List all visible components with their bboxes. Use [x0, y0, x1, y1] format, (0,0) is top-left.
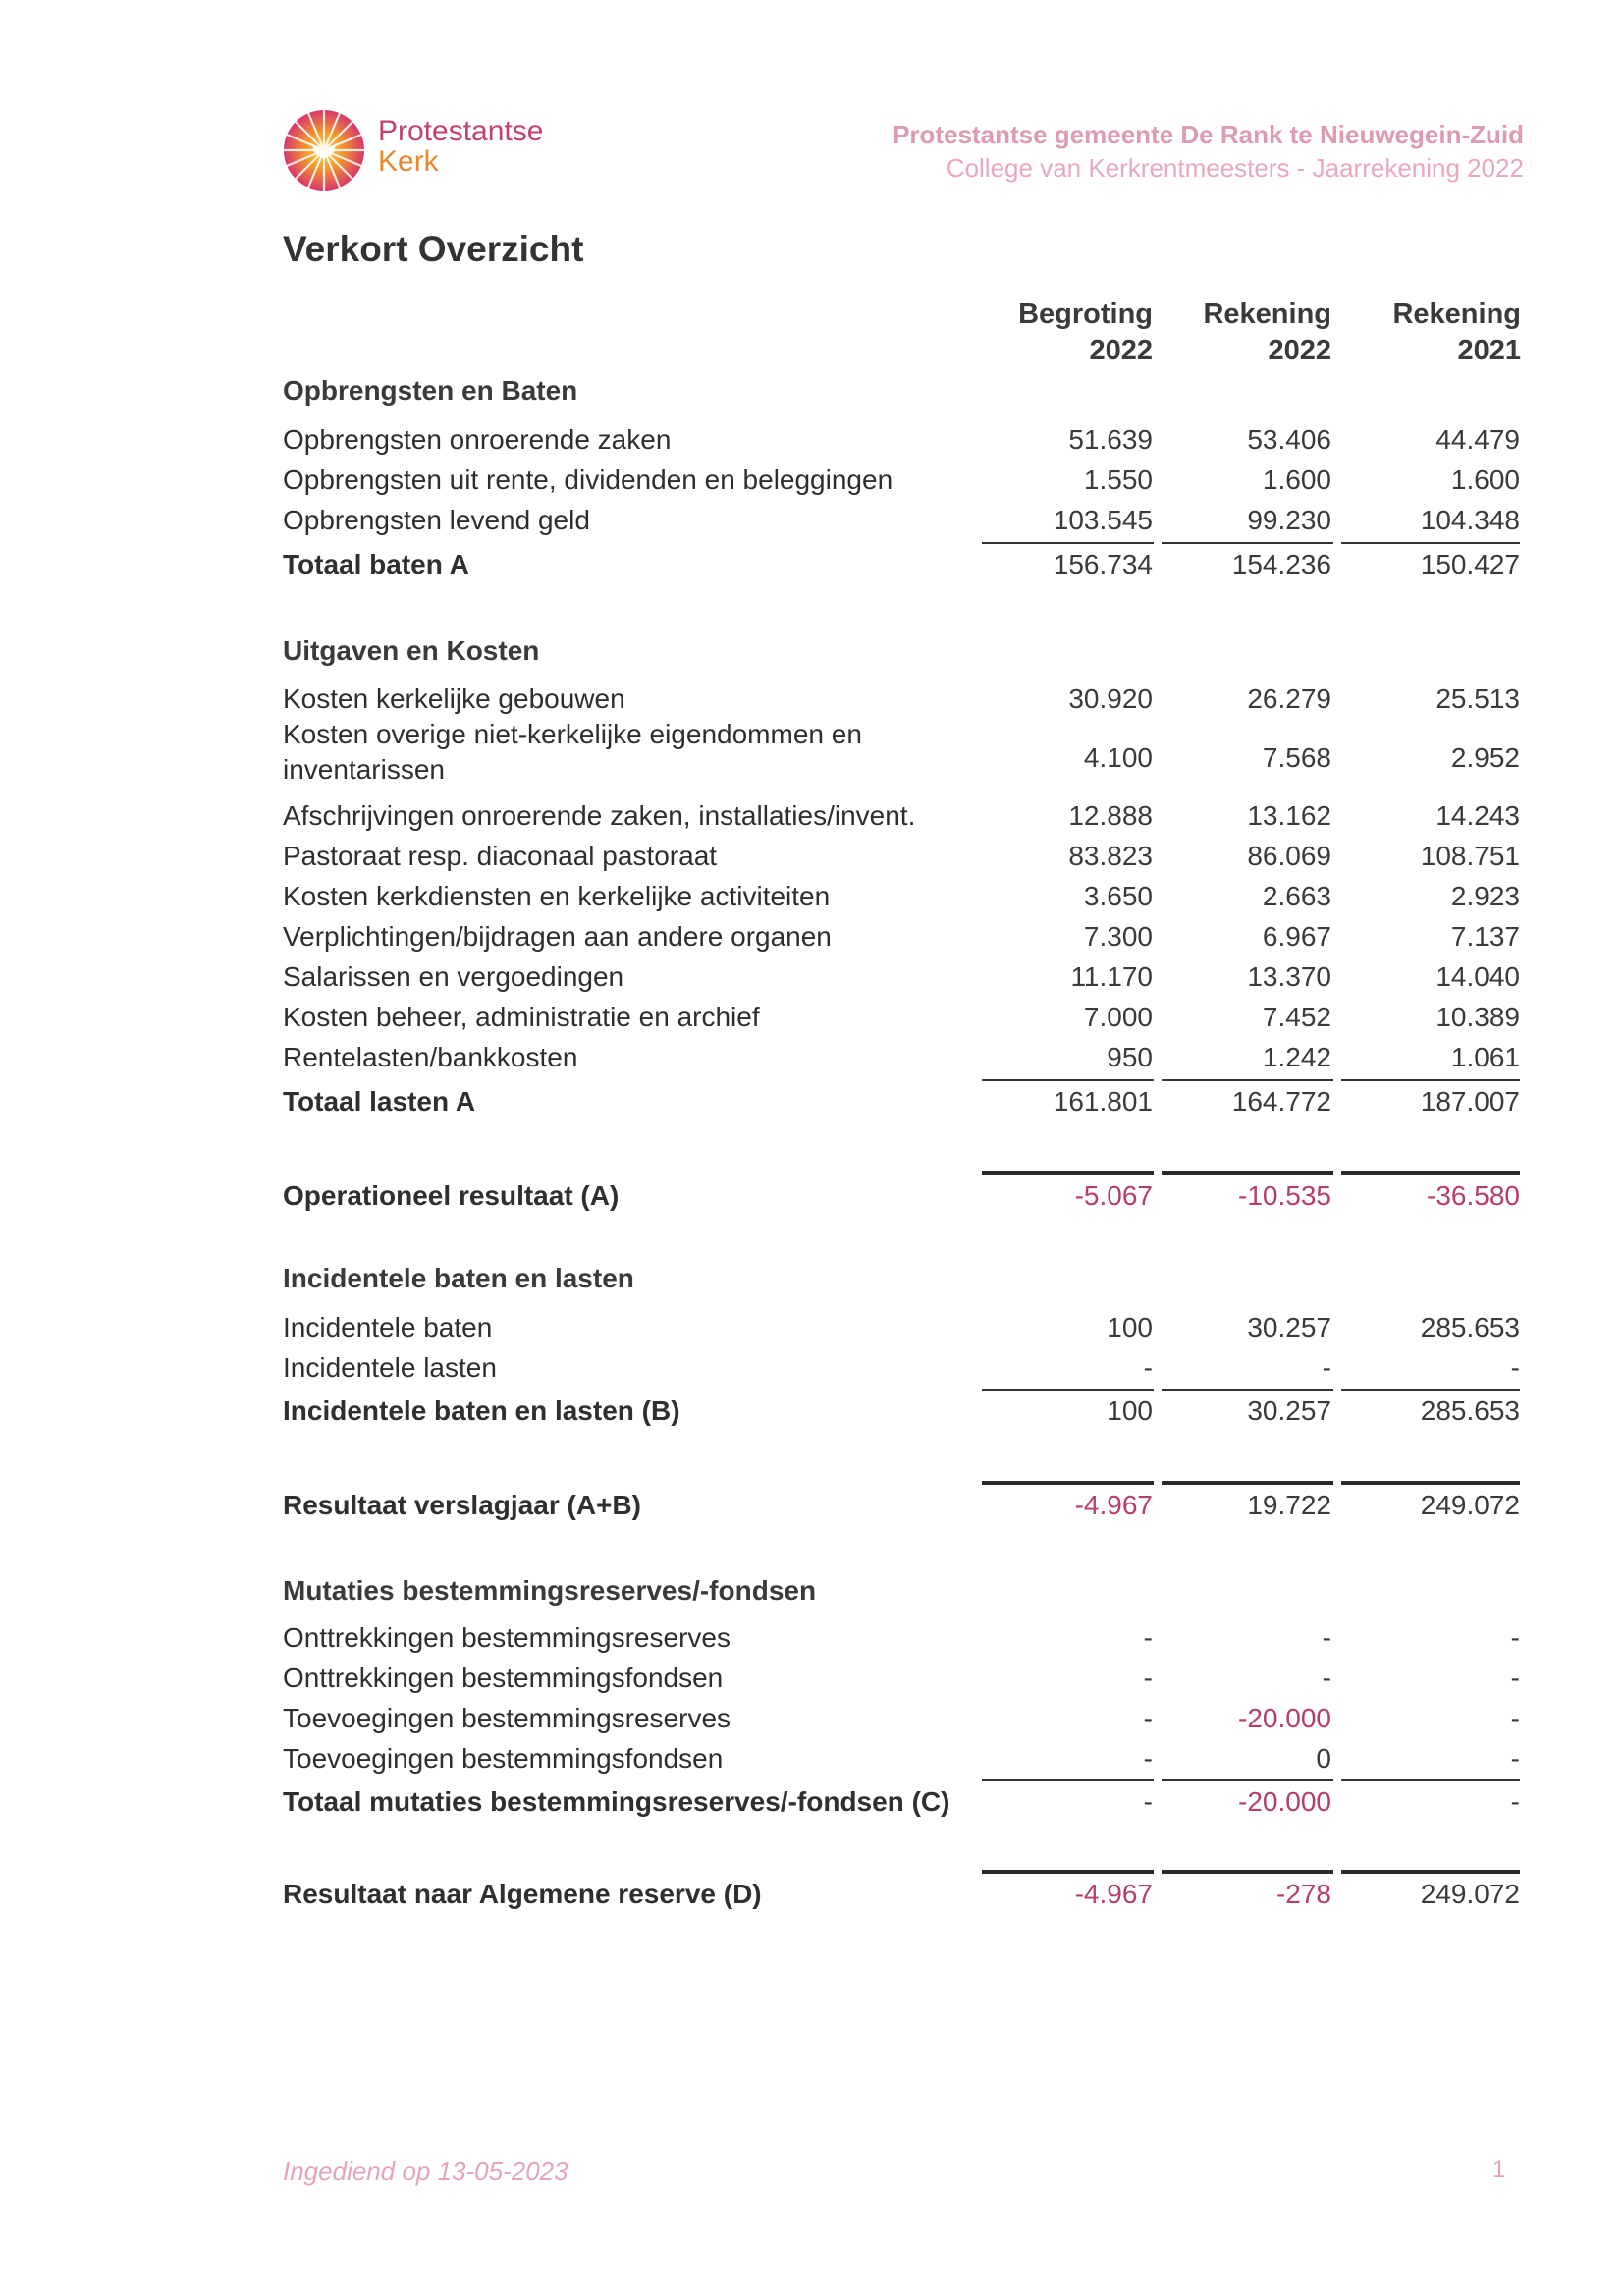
value-rekening-2022: -	[1322, 1352, 1331, 1383]
subtotal-rule	[1162, 542, 1333, 544]
result-rule	[1341, 1171, 1520, 1175]
result-rule	[982, 1171, 1154, 1175]
value-rekening-2022: 164.772	[1231, 1086, 1331, 1117]
value-begroting-2022: 83.823	[1068, 841, 1153, 871]
value-rekening-2021: 14.040	[1435, 961, 1520, 992]
value-rekening-2022: 0	[1316, 1743, 1331, 1774]
table-row	[0, 877, 1624, 916]
subtotal-rule	[1162, 1079, 1333, 1081]
table-row	[0, 957, 1624, 997]
row-label: Opbrengsten uit rente, dividenden en beleggingen	[283, 465, 893, 495]
value-begroting-2022: 12.888	[1068, 800, 1153, 831]
value-rekening-2021: -36.580	[1427, 1180, 1520, 1211]
value-rekening-2021: 285.653	[1420, 1395, 1520, 1426]
value-begroting-2022: 100	[1107, 1312, 1153, 1342]
protestantse-kerk-logo	[282, 108, 366, 192]
value-rekening-2022: -10.535	[1238, 1180, 1331, 1211]
value-rekening-2022: 7.452	[1262, 1002, 1331, 1032]
value-begroting-2022: 1.550	[1083, 465, 1153, 495]
row-label: Totaal baten A	[283, 549, 469, 579]
value-rekening-2021: 2.923	[1450, 881, 1520, 911]
value-begroting-2022: 950	[1107, 1042, 1153, 1072]
subtotal-rule	[1341, 542, 1520, 544]
row-label: Kosten kerkdiensten en kerkelijke activiteiten	[283, 881, 831, 911]
value-rekening-2022: 7.568	[1262, 742, 1331, 773]
value-begroting-2022: 4.100	[1083, 742, 1153, 773]
table-row	[0, 1038, 1624, 1077]
value-rekening-2022: 30.257	[1247, 1312, 1331, 1342]
row-label: Toevoegingen bestemmingsfondsen	[283, 1743, 724, 1774]
result-rule	[982, 1481, 1154, 1485]
table-row	[0, 1348, 1624, 1388]
table-row	[0, 998, 1624, 1037]
subtotal-rule	[982, 1389, 1154, 1391]
row-label: Verplichtingen/bijdragen aan andere organen	[283, 921, 832, 952]
value-rekening-2021: -	[1510, 1663, 1520, 1693]
table-row	[0, 420, 1624, 460]
value-rekening-2022: 2.663	[1262, 881, 1331, 911]
value-rekening-2021: 10.389	[1435, 1002, 1520, 1032]
result-row	[0, 1875, 1624, 1914]
value-begroting-2022: -	[1143, 1703, 1153, 1733]
row-label: Operationeel resultaat (A)	[283, 1180, 620, 1211]
table-row	[0, 1308, 1624, 1347]
column-header-year: 2022	[1268, 335, 1331, 366]
value-rekening-2022: 26.279	[1247, 683, 1331, 714]
section-heading	[0, 1571, 1624, 1611]
row-label: Onttrekkingen bestemmingsfondsen	[283, 1663, 724, 1693]
value-rekening-2022: -278	[1275, 1879, 1331, 1909]
value-rekening-2022: -20.000	[1238, 1786, 1331, 1817]
value-rekening-2021: 1.061	[1450, 1042, 1520, 1072]
row-label: Kosten beheer, administratie en archief	[283, 1002, 760, 1032]
row-label: Pastoraat resp. diaconaal pastoraat	[283, 841, 718, 871]
value-rekening-2022: -20.000	[1238, 1703, 1331, 1733]
subtotal-rule	[982, 1779, 1154, 1781]
value-rekening-2021: 104.348	[1420, 505, 1520, 535]
row-label: Afschrijvingen onroerende zaken, installaties/invent.	[283, 800, 916, 831]
column-header-rekening-2021	[1325, 297, 1521, 369]
subtotal-rule	[1341, 1389, 1520, 1391]
table-row	[0, 680, 1624, 719]
result-rule	[1162, 1481, 1333, 1485]
subtotal-rule	[982, 1079, 1154, 1081]
value-begroting-2022: 103.545	[1053, 505, 1153, 535]
value-rekening-2021: 2.952	[1450, 742, 1520, 773]
row-label: Opbrengsten levend geld	[283, 505, 590, 535]
column-header-begroting-2022	[956, 297, 1153, 369]
row-label: Resultaat verslagjaar (A+B)	[283, 1490, 641, 1520]
document-header	[893, 118, 1524, 185]
value-rekening-2022: -	[1322, 1622, 1331, 1653]
value-begroting-2022: 11.170	[1070, 961, 1153, 992]
value-begroting-2022: -	[1143, 1352, 1153, 1383]
submission-date: Ingediend op 13-05-2023	[283, 2157, 568, 2186]
table-row	[0, 1699, 1624, 1738]
value-rekening-2021: 249.072	[1420, 1490, 1520, 1520]
value-rekening-2022: 30.257	[1247, 1395, 1331, 1426]
value-rekening-2021: 1.600	[1450, 465, 1520, 495]
logo-line-2: Kerk	[378, 145, 439, 178]
value-begroting-2022: -	[1143, 1786, 1153, 1817]
row-label: Resultaat naar Algemene reserve (D)	[283, 1879, 762, 1909]
value-rekening-2022: 1.242	[1262, 1042, 1331, 1072]
value-rekening-2022: 19.722	[1247, 1490, 1331, 1520]
value-rekening-2022: 13.162	[1247, 800, 1331, 831]
table-row	[0, 501, 1624, 540]
subtotal-rule	[982, 542, 1154, 544]
value-rekening-2021: 249.072	[1420, 1879, 1520, 1909]
table-row	[0, 796, 1624, 836]
report-subtitle: College van Kerkrentmeesters - Jaarrekening 2022	[946, 153, 1524, 183]
section-label: Opbrengsten en Baten	[283, 375, 578, 406]
table-row	[0, 1618, 1624, 1658]
row-label: Rentelasten/bankkosten	[283, 1042, 578, 1072]
value-rekening-2022: 6.967	[1262, 921, 1331, 952]
value-begroting-2022: 7.300	[1083, 921, 1153, 952]
result-rule	[1341, 1481, 1520, 1485]
row-label: Salarissen en vergoedingen	[283, 961, 624, 992]
value-rekening-2021: 7.137	[1450, 921, 1520, 952]
section-label: Uitgaven en Kosten	[283, 635, 540, 666]
value-rekening-2022: 13.370	[1247, 961, 1331, 992]
column-header-line: Rekening	[1203, 299, 1331, 330]
row-label: Onttrekkingen bestemmingsreserves	[283, 1622, 731, 1653]
table-row	[0, 917, 1624, 957]
value-begroting-2022: -5.067	[1074, 1180, 1153, 1211]
subtotal-rule	[1162, 1389, 1333, 1391]
section-heading	[0, 1259, 1624, 1298]
value-rekening-2021: -	[1510, 1622, 1520, 1653]
value-begroting-2022: -	[1143, 1743, 1153, 1774]
row-label: Incidentele lasten	[283, 1352, 497, 1383]
row-label: Opbrengsten onroerende zaken	[283, 424, 672, 455]
page-title: Verkort Overzicht	[283, 229, 584, 269]
value-rekening-2022: -	[1322, 1663, 1331, 1693]
value-begroting-2022: -	[1143, 1663, 1153, 1693]
value-rekening-2021: 25.513	[1435, 683, 1520, 714]
row-label: Incidentele baten	[283, 1312, 493, 1342]
value-rekening-2022: 86.069	[1247, 841, 1331, 871]
value-rekening-2021: 187.007	[1420, 1086, 1520, 1117]
value-begroting-2022: 51.639	[1068, 424, 1153, 455]
result-row	[0, 1176, 1624, 1216]
row-label: Totaal mutaties bestemmingsreserves/-fondsen (C)	[283, 1786, 950, 1817]
row-label: Kosten overige niet-kerkelijke eigendommen en inventarissen	[283, 719, 862, 785]
total-row	[0, 1392, 1624, 1431]
value-begroting-2022: 7.000	[1083, 1002, 1153, 1032]
column-header-year: 2021	[1457, 335, 1521, 366]
page-number: 1	[1492, 2157, 1506, 2183]
section-heading	[0, 371, 1624, 410]
subtotal-rule	[1341, 1079, 1520, 1081]
row-label: Kosten kerkelijke gebouwen	[283, 683, 625, 714]
column-header-year: 2022	[1089, 335, 1153, 366]
column-header-line: Rekening	[1392, 299, 1521, 330]
table-row	[0, 461, 1624, 500]
column-header-rekening-2022	[1135, 297, 1331, 369]
table-row	[0, 1739, 1624, 1778]
value-begroting-2022: -	[1143, 1622, 1153, 1653]
logo-line-1: Protestantse	[378, 115, 544, 147]
value-rekening-2022: 1.600	[1262, 465, 1331, 495]
section-heading	[0, 631, 1624, 671]
value-begroting-2022: 100	[1107, 1395, 1153, 1426]
section-label: Incidentele baten en lasten	[283, 1263, 634, 1293]
organization-name: Protestantse gemeente De Rank te Nieuwegein-Zuid	[893, 120, 1524, 149]
table-row	[0, 719, 1624, 785]
value-rekening-2021: -	[1510, 1703, 1520, 1733]
value-rekening-2021: 150.427	[1420, 549, 1520, 579]
value-rekening-2022: 53.406	[1247, 424, 1331, 455]
result-rule	[982, 1870, 1154, 1874]
value-rekening-2022: 154.236	[1231, 549, 1331, 579]
value-begroting-2022: 3.650	[1083, 881, 1153, 911]
total-row	[0, 545, 1624, 584]
result-rule	[1341, 1870, 1520, 1874]
value-rekening-2021: -	[1510, 1352, 1520, 1383]
value-rekening-2022: 99.230	[1247, 505, 1331, 535]
result-rule	[1162, 1171, 1333, 1175]
value-rekening-2021: 44.479	[1435, 424, 1520, 455]
row-label: Incidentele baten en lasten (B)	[283, 1395, 680, 1426]
value-begroting-2022: 156.734	[1053, 549, 1153, 579]
row-label: Toevoegingen bestemmingsreserves	[283, 1703, 731, 1733]
section-label: Mutaties bestemmingsreserves/-fondsen	[283, 1575, 817, 1606]
subtotal-rule	[1162, 1779, 1333, 1781]
value-begroting-2022: 161.801	[1053, 1086, 1153, 1117]
value-rekening-2021: 14.243	[1435, 800, 1520, 831]
value-rekening-2021: 108.751	[1420, 841, 1520, 871]
table-row	[0, 837, 1624, 876]
column-header-line: Begroting	[1018, 299, 1153, 330]
result-rule	[1162, 1870, 1333, 1874]
table-row	[0, 1659, 1624, 1698]
value-rekening-2021: -	[1510, 1786, 1520, 1817]
value-begroting-2022: -4.967	[1074, 1490, 1153, 1520]
value-rekening-2021: 285.653	[1420, 1312, 1520, 1342]
result-row	[0, 1486, 1624, 1525]
subtotal-rule	[1341, 1779, 1520, 1781]
row-label: Totaal lasten A	[283, 1086, 476, 1117]
value-begroting-2022: 30.920	[1068, 683, 1153, 714]
value-begroting-2022: -4.967	[1074, 1879, 1153, 1909]
value-rekening-2021: -	[1510, 1743, 1520, 1774]
logo-wordmark	[378, 116, 543, 177]
total-row	[0, 1782, 1624, 1822]
total-row	[0, 1082, 1624, 1121]
